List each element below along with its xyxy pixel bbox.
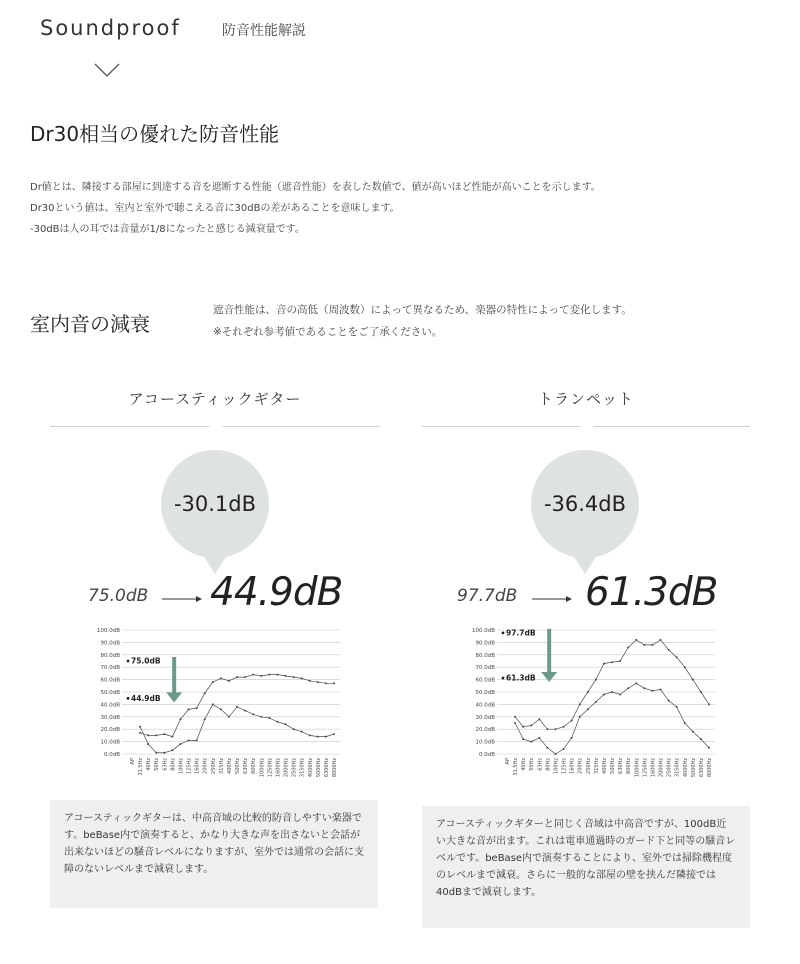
x-tick-label: 50Hz [154, 758, 161, 771]
x-tick-label: 100Hz [178, 758, 185, 774]
data-point [147, 734, 149, 736]
x-tick-label: 8000Hz [332, 758, 338, 778]
data-point [603, 662, 605, 664]
level-before-guitar: 75.0dB [88, 586, 149, 606]
data-point [260, 716, 262, 718]
data-point [204, 692, 206, 694]
data-point [276, 674, 278, 676]
data-point [563, 726, 565, 728]
y-tick-label: 80.0dB [100, 652, 120, 659]
data-point [538, 737, 540, 739]
data-point [244, 710, 246, 712]
data-point [571, 737, 573, 739]
description-guitar: アコースティックギターは、中高音域の比較的防音しやすい楽器です。beBase内で演奏すると、かなり大きな声を出さないと会話が出来ないほどの騒音レベルになりますが、室外では通常の会話に支障のないレベルまで減衰します。 [50, 800, 378, 908]
x-tick-label: 400Hz [226, 758, 233, 774]
y-tick-label: 50.0dB [100, 690, 120, 696]
data-point [619, 660, 621, 662]
data-point [147, 743, 149, 745]
x-tick-label: 50Hz [529, 758, 536, 771]
data-point [236, 706, 238, 708]
y-tick-label: 30.0dB [475, 714, 495, 721]
data-point [611, 661, 613, 663]
data-point [554, 753, 556, 755]
data-point [635, 682, 637, 684]
x-tick-label: 63Hz [162, 758, 169, 771]
instrument-title-guitar: アコースティックギター [128, 390, 302, 408]
data-point [595, 679, 597, 681]
data-point [155, 734, 157, 736]
data-point [285, 675, 287, 677]
x-tick-label: AP [505, 758, 511, 765]
y-tick-label: 10.0dB [475, 739, 495, 746]
y-tick-label: 0.0dB [478, 752, 495, 758]
x-tick-label: 125Hz [561, 758, 568, 774]
x-tick-label: 2000Hz [283, 758, 290, 778]
y-tick-label: 60.0dB [475, 677, 495, 684]
x-tick-label: 4000Hz [682, 758, 689, 778]
data-point [579, 716, 581, 718]
reduction-arrow-head [541, 672, 557, 682]
data-point [563, 748, 565, 750]
data-point [260, 675, 262, 677]
chart-trumpet [471, 622, 715, 787]
data-point [252, 674, 254, 676]
x-tick-label: 250Hz [585, 758, 592, 774]
x-tick-label: 1600Hz [275, 758, 282, 778]
data-point [220, 708, 222, 710]
level-before-trumpet: 97.7dB [457, 586, 518, 606]
data-point [530, 741, 532, 743]
x-tick-label: 500Hz [235, 758, 242, 774]
data-point [179, 743, 181, 745]
y-tick-label: 90.0dB [100, 640, 120, 647]
note-text-line: ※それぞれ参考値であることをご了承ください。 [213, 326, 443, 338]
data-point [579, 703, 581, 705]
ap-point [502, 631, 505, 634]
x-tick-label: 4000Hz [307, 758, 314, 778]
x-tick-label: 630Hz [243, 758, 250, 774]
data-point [204, 718, 206, 720]
x-tick-label: 2500Hz [666, 758, 673, 778]
data-point [522, 726, 524, 728]
y-tick-label: 80.0dB [475, 652, 495, 659]
arrow-right-icon [532, 593, 572, 605]
x-tick-label: 6300Hz [698, 758, 705, 778]
y-tick-label: 90.0dB [475, 640, 495, 647]
x-tick-label: 630Hz [618, 758, 625, 774]
x-tick-label: 5000Hz [315, 758, 322, 778]
data-point [196, 739, 198, 741]
data-point [244, 676, 246, 678]
ap-point [127, 697, 130, 700]
x-tick-label: 1000Hz [259, 758, 266, 778]
y-tick-label: 60.0dB [100, 677, 120, 684]
data-point [619, 693, 621, 695]
data-point [155, 752, 157, 754]
data-point [587, 691, 589, 693]
data-point [301, 677, 303, 679]
body-text-line: Dr30という値は、室内と室外で聴こえる音に30dBの差があることを意味します。 [30, 203, 400, 214]
x-tick-label: AP [130, 758, 136, 765]
data-point [293, 728, 295, 730]
reduction-arrow-head [166, 692, 182, 702]
level-after-trumpet: 61.3dB [585, 570, 718, 615]
data-point [333, 682, 335, 684]
data-point [171, 749, 173, 751]
data-point [325, 682, 327, 684]
data-point [635, 639, 637, 641]
x-tick-label: 8000Hz [707, 758, 713, 778]
description-trumpet: アコースティックギターと同じく音域は中高音ですが、100dB近い大きな音が出ます。これは電車通過時のガード下と同等の騒音レベルです。beBase内で演奏することにより、室外では掃除機程度のレベルまで減衰。さらに一般的な部屋の壁を挟んだ隣接では40dBまで減衰します。 [422, 806, 750, 928]
series-line-0 [140, 675, 334, 737]
data-point [627, 687, 629, 689]
y-tick-label: 100.0dB [96, 628, 120, 634]
x-tick-label: 1600Hz [650, 758, 657, 778]
data-point [611, 691, 613, 693]
data-point [228, 716, 230, 718]
x-tick-label: 160Hz [194, 758, 201, 774]
data-point [660, 689, 662, 691]
data-point [212, 703, 214, 705]
data-point [139, 732, 141, 734]
data-point [684, 722, 686, 724]
data-point [708, 703, 710, 705]
series-line-1 [515, 683, 709, 754]
divider-notch [580, 426, 594, 433]
chevron-down-icon[interactable] [94, 62, 120, 78]
x-tick-label: 315Hz [218, 758, 225, 774]
y-tick-label: 70.0dB [475, 665, 495, 672]
data-point [692, 679, 694, 681]
data-point [228, 680, 230, 682]
x-tick-label: 160Hz [569, 758, 576, 774]
x-tick-label: 3150Hz [674, 758, 681, 778]
y-tick-label: 10.0dB [100, 739, 120, 746]
series-line-1 [140, 704, 334, 752]
data-point [188, 708, 190, 710]
section-heading-attenuation: 室内音の減衰 [30, 312, 150, 336]
data-point [514, 716, 516, 718]
series-label: 97.7dB [506, 628, 536, 638]
x-tick-label: 200Hz [202, 758, 209, 774]
reduction-arrow-shaft [172, 657, 176, 693]
y-tick-label: 40.0dB [100, 702, 120, 709]
data-point [317, 736, 319, 738]
data-point [627, 646, 629, 648]
data-point [676, 706, 678, 708]
x-tick-label: 250Hz [210, 758, 217, 774]
data-point [692, 731, 694, 733]
data-point [603, 693, 605, 695]
data-point [595, 701, 597, 703]
x-tick-label: 1250Hz [267, 758, 274, 778]
data-point [676, 656, 678, 658]
x-tick-label: 6300Hz [323, 758, 330, 778]
body-text-line: Dr値とは、隣接する部屋に到達する音を遮断する性能（遮音性能）を表した数値で、値が高いほど性能が高いことを示します。 [30, 182, 601, 193]
x-tick-label: 63Hz [537, 758, 544, 771]
x-tick-label: 2500Hz [291, 758, 298, 778]
data-point [309, 734, 311, 736]
data-point [684, 666, 686, 668]
body-text-line: -30dBは人の耳では音量が1/8になったと感じる減衰量です。 [30, 224, 305, 235]
y-tick-label: 0.0dB [103, 752, 120, 758]
data-point [700, 691, 702, 693]
x-tick-label: 800Hz [626, 758, 633, 774]
data-point [163, 752, 165, 754]
x-tick-label: 5000Hz [690, 758, 697, 778]
data-point [171, 736, 173, 738]
series-line-0 [515, 640, 709, 729]
data-point [333, 733, 335, 735]
data-point [212, 681, 214, 683]
data-point [285, 723, 287, 725]
data-point [139, 726, 141, 728]
data-point [252, 713, 254, 715]
chart-guitar [96, 622, 340, 787]
y-tick-label: 70.0dB [100, 665, 120, 672]
page-subtitle: 防音性能解説 [222, 23, 306, 39]
data-point [325, 736, 327, 738]
data-point [317, 681, 319, 683]
x-tick-label: 3150Hz [299, 758, 306, 778]
data-point [268, 674, 270, 676]
data-point [668, 649, 670, 651]
arrow-right-icon [162, 593, 202, 605]
y-tick-label: 100.0dB [471, 628, 495, 634]
series-label: 75.0dB [131, 656, 161, 666]
series-label: 61.3dB [506, 673, 536, 683]
x-tick-label: 400Hz [601, 758, 608, 774]
data-point [587, 708, 589, 710]
data-point [651, 690, 653, 692]
y-tick-label: 30.0dB [100, 714, 120, 721]
data-point [196, 707, 198, 709]
x-tick-label: 200Hz [577, 758, 584, 774]
data-point [571, 720, 573, 722]
x-tick-label: 2000Hz [658, 758, 665, 778]
data-point [643, 687, 645, 689]
ap-point [502, 677, 505, 680]
data-point [220, 677, 222, 679]
data-point [700, 738, 702, 740]
data-point [236, 676, 238, 678]
reduction-bubble-trumpet: -36.4dB [531, 450, 639, 558]
data-point [179, 718, 181, 720]
data-point [188, 739, 190, 741]
series-label: 44.9dB [131, 693, 161, 703]
section-heading-dr30: Dr30相当の優れた防音性能 [30, 122, 280, 146]
x-tick-label: 31.5Hz [138, 758, 145, 776]
data-point [643, 644, 645, 646]
data-point [538, 718, 540, 720]
data-point [522, 738, 524, 740]
y-tick-label: 50.0dB [475, 690, 495, 696]
y-tick-label: 20.0dB [100, 727, 120, 734]
x-tick-label: 1250Hz [642, 758, 649, 778]
data-point [546, 747, 548, 749]
data-point [163, 733, 165, 735]
instrument-title-trumpet: トランペット [537, 390, 634, 408]
x-tick-label: 1000Hz [634, 758, 641, 778]
data-point [293, 676, 295, 678]
x-tick-label: 80Hz [545, 758, 552, 771]
data-point [268, 717, 270, 719]
x-tick-label: 40Hz [146, 758, 153, 771]
x-tick-label: 40Hz [521, 758, 528, 771]
data-point [554, 728, 556, 730]
reduction-arrow-shaft [547, 629, 551, 673]
note-text-line: 遮音性能は、音の高低（周波数）によって異なるため、楽器の特性によって変化します。 [213, 304, 632, 316]
divider-notch [209, 426, 223, 433]
data-point [301, 731, 303, 733]
brand-title: Soundproof [40, 16, 181, 40]
y-tick-label: 20.0dB [475, 727, 495, 734]
level-after-guitar: 44.9dB [210, 570, 343, 615]
data-point [514, 722, 516, 724]
x-tick-label: 125Hz [186, 758, 193, 774]
data-point [708, 747, 710, 749]
x-tick-label: 500Hz [610, 758, 617, 774]
y-tick-label: 40.0dB [475, 702, 495, 709]
x-tick-label: 31.5Hz [513, 758, 520, 776]
reduction-bubble-guitar: -30.1dB [161, 450, 269, 558]
x-tick-label: 80Hz [170, 758, 177, 771]
x-tick-label: 800Hz [251, 758, 258, 774]
data-point [276, 721, 278, 723]
ap-point [127, 660, 130, 663]
data-point [668, 700, 670, 702]
data-point [309, 680, 311, 682]
data-point [530, 724, 532, 726]
data-point [651, 644, 653, 646]
data-point [660, 639, 662, 641]
x-tick-label: 100Hz [553, 758, 560, 774]
x-tick-label: 315Hz [593, 758, 600, 774]
data-point [546, 728, 548, 730]
